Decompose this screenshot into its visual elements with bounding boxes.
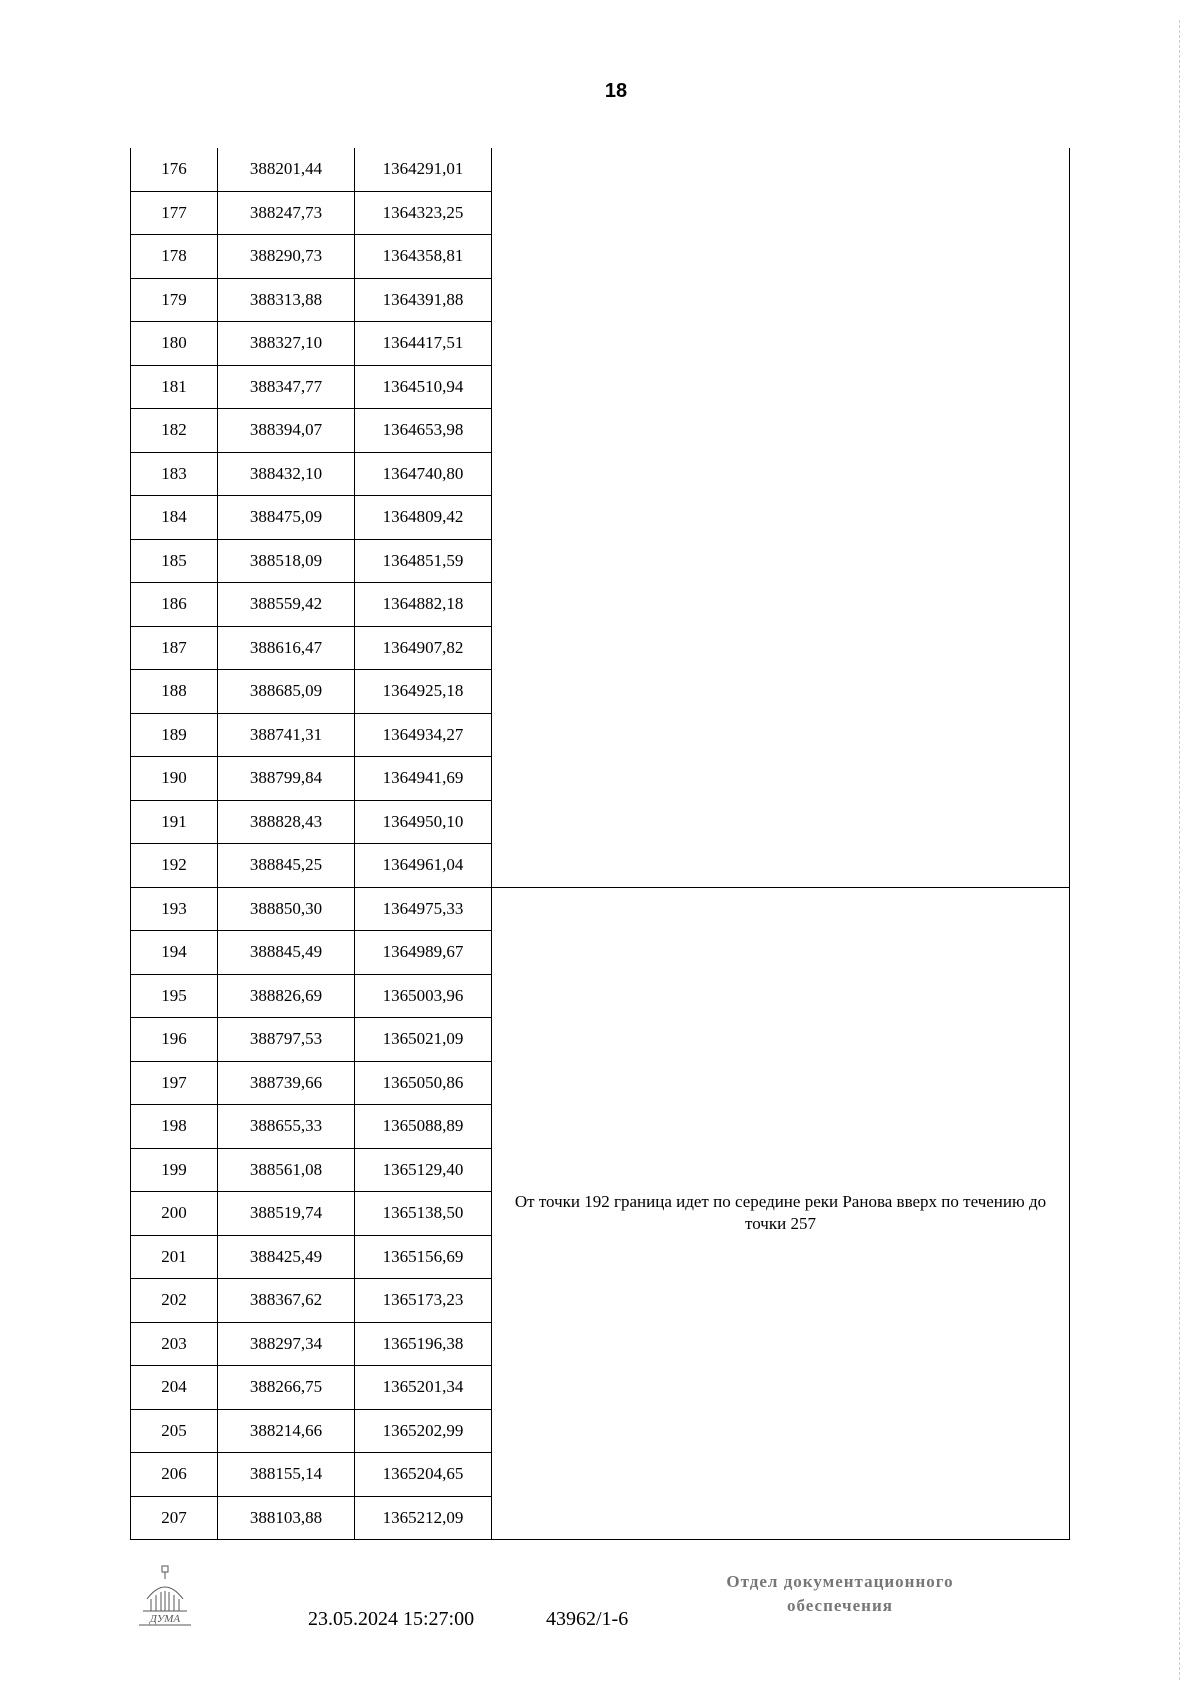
y-coordinate-cell: 1364358,81 <box>355 235 492 279</box>
point-number-cell: 195 <box>131 974 218 1018</box>
y-coordinate-cell: 1365129,40 <box>355 1148 492 1192</box>
coordinates-table <box>130 148 1070 1540</box>
y-coordinate-cell: 1364653,98 <box>355 409 492 453</box>
point-number-cell: 185 <box>131 539 218 583</box>
y-coordinate-cell: 1365202,99 <box>355 1409 492 1453</box>
y-coordinate-cell: 1364907,82 <box>355 626 492 670</box>
point-number-cell: 187 <box>131 626 218 670</box>
x-coordinate-cell: 388266,75 <box>218 1366 355 1410</box>
footer-document-number: 43962/1-6 <box>546 1608 629 1630</box>
y-coordinate-cell: 1364809,42 <box>355 496 492 540</box>
point-number-cell: 181 <box>131 365 218 409</box>
point-number-cell: 194 <box>131 931 218 975</box>
description-cell-previous <box>492 148 1070 887</box>
point-number-cell: 189 <box>131 713 218 757</box>
x-coordinate-cell: 388845,49 <box>218 931 355 975</box>
y-coordinate-cell: 1364391,88 <box>355 278 492 322</box>
x-coordinate-cell: 388739,66 <box>218 1061 355 1105</box>
stamp-line-2: обеспечения <box>787 1596 893 1615</box>
point-number-cell: 188 <box>131 670 218 714</box>
x-coordinate-cell: 388394,07 <box>218 409 355 453</box>
point-number-cell: 179 <box>131 278 218 322</box>
x-coordinate-cell: 388201,44 <box>218 148 355 191</box>
department-stamp <box>700 1570 980 1618</box>
x-coordinate-cell: 388313,88 <box>218 278 355 322</box>
x-coordinate-cell: 388519,74 <box>218 1192 355 1236</box>
x-coordinate-cell: 388828,43 <box>218 800 355 844</box>
duma-emblem-icon <box>135 1565 195 1627</box>
point-number-cell: 177 <box>131 191 218 235</box>
x-coordinate-cell: 388425,49 <box>218 1235 355 1279</box>
point-number-cell: 198 <box>131 1105 218 1149</box>
point-number-cell: 196 <box>131 1018 218 1062</box>
y-coordinate-cell: 1365204,65 <box>355 1453 492 1497</box>
y-coordinate-cell: 1364291,01 <box>355 148 492 191</box>
point-number-cell: 182 <box>131 409 218 453</box>
x-coordinate-cell: 388797,53 <box>218 1018 355 1062</box>
point-number-cell: 180 <box>131 322 218 366</box>
x-coordinate-cell: 388685,09 <box>218 670 355 714</box>
point-number-cell: 192 <box>131 844 218 888</box>
y-coordinate-cell: 1365138,50 <box>355 1192 492 1236</box>
x-coordinate-cell: 388297,34 <box>218 1322 355 1366</box>
y-coordinate-cell: 1365003,96 <box>355 974 492 1018</box>
point-number-cell: 204 <box>131 1366 218 1410</box>
table-row <box>131 887 1070 931</box>
footer-datetime: 23.05.2024 15:27:00 <box>308 1608 475 1630</box>
x-coordinate-cell: 388347,77 <box>218 365 355 409</box>
x-coordinate-cell: 388327,10 <box>218 322 355 366</box>
point-number-cell: 200 <box>131 1192 218 1236</box>
y-coordinate-cell: 1364323,25 <box>355 191 492 235</box>
point-number-cell: 201 <box>131 1235 218 1279</box>
y-coordinate-cell: 1365156,69 <box>355 1235 492 1279</box>
y-coordinate-cell: 1364950,10 <box>355 800 492 844</box>
x-coordinate-cell: 388559,42 <box>218 583 355 627</box>
x-coordinate-cell: 388103,88 <box>218 1496 355 1540</box>
point-number-cell: 199 <box>131 1148 218 1192</box>
svg-text:ДУМА: ДУМА <box>149 1613 181 1625</box>
x-coordinate-cell: 388214,66 <box>218 1409 355 1453</box>
y-coordinate-cell: 1365201,34 <box>355 1366 492 1410</box>
y-coordinate-cell: 1365212,09 <box>355 1496 492 1540</box>
point-number-cell: 190 <box>131 757 218 801</box>
y-coordinate-cell: 1365173,23 <box>355 1279 492 1323</box>
x-coordinate-cell: 388616,47 <box>218 626 355 670</box>
point-number-cell: 191 <box>131 800 218 844</box>
y-coordinate-cell: 1364934,27 <box>355 713 492 757</box>
point-number-cell: 178 <box>131 235 218 279</box>
y-coordinate-cell: 1364510,94 <box>355 365 492 409</box>
page-number: 18 <box>604 80 628 102</box>
x-coordinate-cell: 388247,73 <box>218 191 355 235</box>
x-coordinate-cell: 388561,08 <box>218 1148 355 1192</box>
y-coordinate-cell: 1365088,89 <box>355 1105 492 1149</box>
x-coordinate-cell: 388155,14 <box>218 1453 355 1497</box>
y-coordinate-cell: 1364941,69 <box>355 757 492 801</box>
point-number-cell: 202 <box>131 1279 218 1323</box>
point-number-cell: 205 <box>131 1409 218 1453</box>
point-number-cell: 186 <box>131 583 218 627</box>
point-number-cell: 184 <box>131 496 218 540</box>
y-coordinate-cell: 1365196,38 <box>355 1322 492 1366</box>
boundary-description-cell: От точки 192 граница идет по середине реки Ранова вверх по течению до точки 257 <box>492 887 1070 1540</box>
y-coordinate-cell: 1365050,86 <box>355 1061 492 1105</box>
y-coordinate-cell: 1364417,51 <box>355 322 492 366</box>
scan-edge-marks <box>1179 20 1188 1680</box>
x-coordinate-cell: 388367,62 <box>218 1279 355 1323</box>
x-coordinate-cell: 388518,09 <box>218 539 355 583</box>
x-coordinate-cell: 388845,25 <box>218 844 355 888</box>
y-coordinate-cell: 1364925,18 <box>355 670 492 714</box>
y-coordinate-cell: 1364989,67 <box>355 931 492 975</box>
table-row <box>131 148 1070 191</box>
point-number-cell: 203 <box>131 1322 218 1366</box>
x-coordinate-cell: 388290,73 <box>218 235 355 279</box>
stamp-line-1: Отдел документационного <box>726 1572 954 1591</box>
point-number-cell: 183 <box>131 452 218 496</box>
point-number-cell: 176 <box>131 148 218 191</box>
point-number-cell: 197 <box>131 1061 218 1105</box>
y-coordinate-cell: 1364740,80 <box>355 452 492 496</box>
y-coordinate-cell: 1364975,33 <box>355 887 492 931</box>
x-coordinate-cell: 388475,09 <box>218 496 355 540</box>
x-coordinate-cell: 388826,69 <box>218 974 355 1018</box>
x-coordinate-cell: 388741,31 <box>218 713 355 757</box>
y-coordinate-cell: 1365021,09 <box>355 1018 492 1062</box>
x-coordinate-cell: 388432,10 <box>218 452 355 496</box>
point-number-cell: 206 <box>131 1453 218 1497</box>
y-coordinate-cell: 1364882,18 <box>355 583 492 627</box>
y-coordinate-cell: 1364851,59 <box>355 539 492 583</box>
x-coordinate-cell: 388799,84 <box>218 757 355 801</box>
y-coordinate-cell: 1364961,04 <box>355 844 492 888</box>
x-coordinate-cell: 388655,33 <box>218 1105 355 1149</box>
point-number-cell: 193 <box>131 887 218 931</box>
x-coordinate-cell: 388850,30 <box>218 887 355 931</box>
point-number-cell: 207 <box>131 1496 218 1540</box>
